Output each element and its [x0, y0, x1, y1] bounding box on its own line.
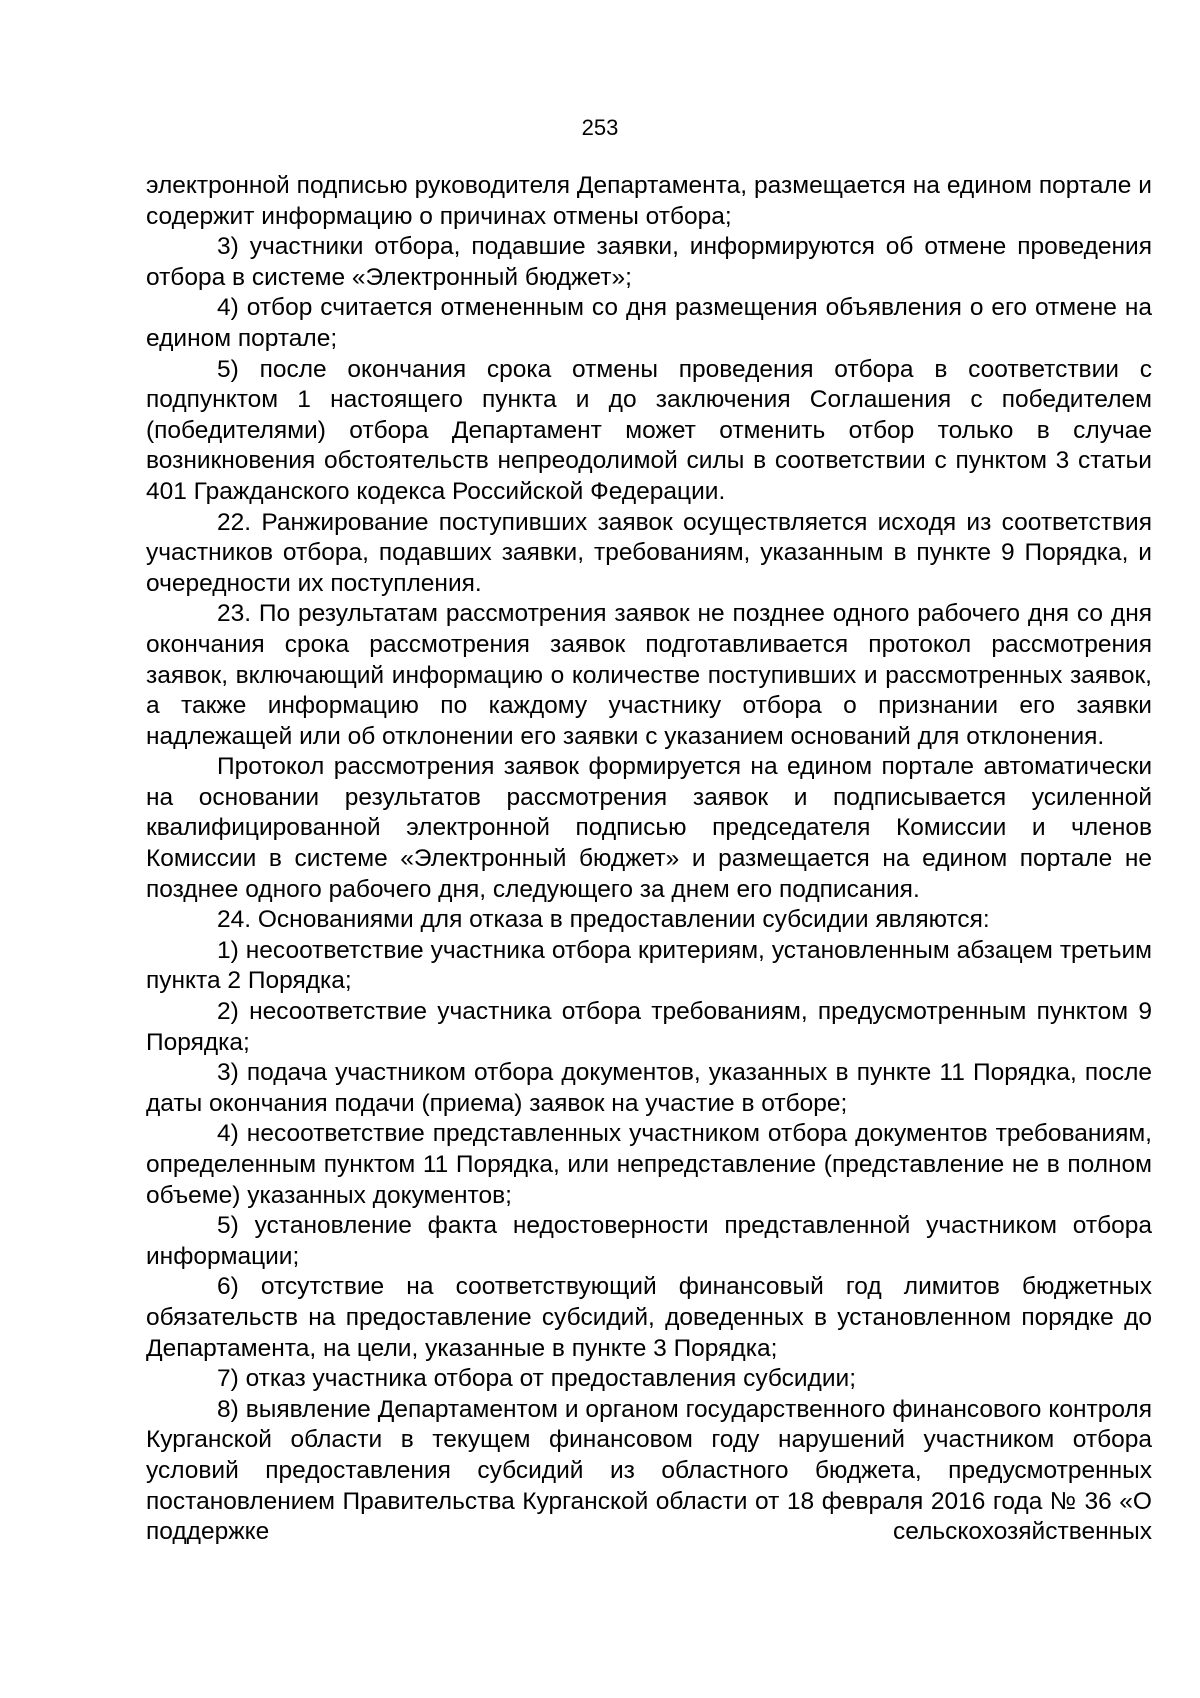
paragraph: 5) после окончания срока отмены проведения отбора в соответствии с подпунктом 1 настоящего пункта и до заключения Соглашения с победителем (победителями) отбора Департамент может отменить отбор только в случае возникновения обстоятельств непреодолимой силы в соответствии с пунктом 3 статьи 401 Гражданского кодекса Российской Федерации. [146, 355, 1152, 505]
paragraph: 3) подача участником отбора документов, указанных в пункте 11 Порядка, после даты окончания подачи (приема) заявок на участие в отборе; [146, 1059, 1152, 1117]
paragraph: 22. Ранжирование поступивших заявок осуществляется исходя из соответствия участников отбора, подавших заявки, требованиям, указанным в пункте 9 Порядка, и очередности их поступления. [146, 508, 1152, 597]
paragraph: 23. По результатам рассмотрения заявок не позднее одного рабочего дня со дня окончания срока рассмотрения заявок подготавливается протокол рассмотрения заявок, включающий информацию о количестве поступивших и рассмотренных заявок, а также информацию по каждому участнику отбора о признании его заявки надлежащей или об отклонении его заявки с указанием оснований для отклонения. [146, 600, 1152, 750]
paragraph: 2) несоответствие участника отбора требованиям, предусмотренным пунктом 9 Порядка; [146, 998, 1152, 1056]
paragraph: 4) отбор считается отмененным со дня размещения объявления о его отмене на едином портале; [146, 294, 1152, 352]
paragraph: 6) отсутствие на соответствующий финансовый год лимитов бюджетных обязательств на предоставление субсидий, доведенных в установленном порядке до Департамента, на цели, указанные в пункте 3 Порядка; [146, 1273, 1152, 1362]
paragraph: 8) выявление Департаментом и органом государственного финансового контроля Курганской области в текущем финансовом году нарушений участником отбора условий предоставления субсидий из областного бюджета, предусмотренных постановлением Правительства Курганской области от 18 февраля 2016 года № 36 «О поддержке сельскохозяйственных [146, 1395, 1152, 1546]
paragraph: 5) установление факта недостоверности представленной участником отбора информации; [146, 1212, 1152, 1270]
paragraph: 1) несоответствие участника отбора критериям, установленным абзацем третьим пункта 2 Порядка; [146, 936, 1152, 995]
paragraph: 3) участники отбора, подавшие заявки, информируются об отмене проведения отбора в системе «Электронный бюджет»; [146, 233, 1152, 291]
paragraph: 24. Основаниями для отказа в предоставлении субсидии являются: [217, 906, 990, 934]
document-body [146, 171, 1152, 1548]
paragraph: электронной подписью руководителя Департамента, размещается на едином портале и содержит информацию о причинах отмены отбора; [146, 172, 1152, 230]
paragraph: 7) отказ участника отбора от предоставления субсидии; [217, 1365, 857, 1393]
page-number: 253 [581, 115, 619, 140]
paragraph: 4) несоответствие представленных участником отбора документов требованиям, определенным пунктом 11 Порядка, или непредставление (представление не в полном объеме) указанных документов; [146, 1120, 1152, 1209]
paragraph: Протокол рассмотрения заявок формируется на едином портале автоматически на основании результатов рассмотрения заявок и подписывается усиленной квалифицированной электронной подписью председателя Комиссии и членов Комиссии в системе «Электронный бюджет» и размещается на едином портале не позднее одного рабочего дня, следующего за днем его подписания. [146, 753, 1152, 903]
